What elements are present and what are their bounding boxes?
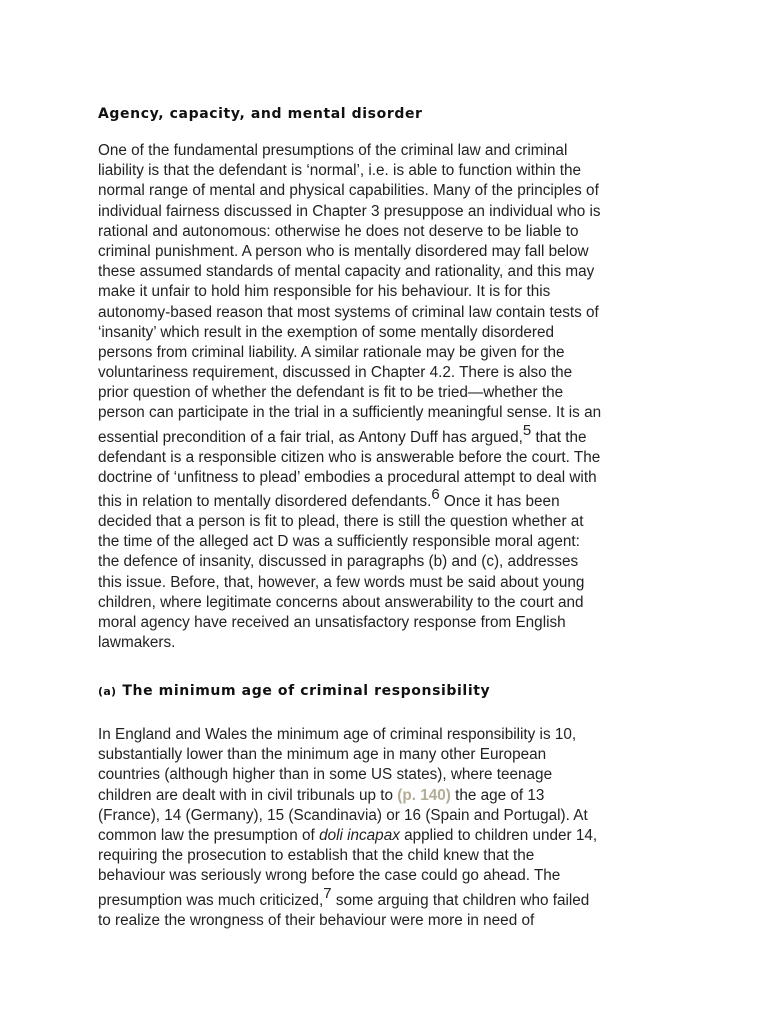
text-line: defendant is a responsible citizen who is answerable before the court. The [98, 448, 601, 466]
text-segment: that the [531, 428, 587, 446]
text-line: the defence of insanity, discussed in paragraphs (b) and (c), addresses [98, 553, 579, 571]
text-line: these assumed standards of mental capacity and rationality, and this may [98, 263, 595, 281]
text-line: normal range of mental and physical capabilities. Many of the principles of [98, 182, 599, 200]
text-line: this issue. Before, that, however, a few words must be said about young [98, 573, 585, 591]
text-line: requiring the prosecution to establish that the child knew that the [98, 847, 535, 865]
text-line: liability is that the defendant is ‘normal’, i.e. is able to function within the [98, 162, 581, 180]
text-line-with-footnote [98, 488, 678, 512]
text-segment: common law the presumption of [98, 826, 320, 844]
text-segment: presumption was much criticized, [98, 891, 324, 909]
text-line-with-italic [98, 826, 678, 846]
paragraph-minimum-age [98, 725, 678, 931]
text-line: criminal punishment. A person who is mentally disordered may fall below [98, 242, 589, 260]
subsection-marker: (a) [98, 685, 117, 698]
text-segment: children are dealt with in civil tribunals up to [98, 786, 398, 804]
text-segment: the age of 13 [450, 786, 545, 804]
text-line: doctrine of ‘unfitness to plead’ embodies a procedural attempt to deal with [98, 468, 597, 486]
text-line: substantially lower than the minimum age in many other European [98, 746, 547, 764]
text-line: voluntariness requirement, discussed in Chapter 4.2. There is also the [98, 364, 573, 382]
text-line: person can participate in the trial in a sufficiently meaningful sense. It is an [98, 404, 602, 422]
text-line: prior question of whether the defendant is fit to be tried—whether the [98, 384, 564, 402]
paragraph-agency-capacity [98, 141, 678, 653]
text-line: moral agency have received an unsatisfactory response from English [98, 613, 566, 631]
text-segment: this in relation to mentally disordered defendants. [98, 493, 432, 510]
subsection-title: The minimum age of criminal responsibility [122, 683, 491, 699]
text-line: One of the fundamental presumptions of the criminal law and criminal [98, 142, 568, 159]
text-line-with-footnote [98, 421, 678, 448]
text-segment: Once it has been [439, 493, 560, 510]
footnote-marker-6[interactable]: 6 [431, 486, 440, 503]
text-line: individual fairness discussed in Chapter 3 presuppose an individual who is [98, 202, 601, 220]
text-line: make it unfair to hold him responsible for his behaviour. It is for this [98, 283, 551, 301]
text-line: rational and autonomous: otherwise he does not deserve to be liable to [98, 222, 579, 240]
text-line: to realize the wrongness of their behaviour were more in need of [98, 911, 535, 929]
text-segment: essential precondition of a fair trial, as Antony Duff has argued, [98, 428, 523, 446]
text-line: behaviour was seriously wrong before the case could go ahead. The [98, 867, 561, 885]
footnote-marker-7[interactable]: 7 [323, 884, 332, 902]
text-line: (France), 14 (Germany), 15 (Scandinavia) or 16 (Spain and Portugal). At [98, 806, 588, 824]
text-line: decided that a person is fit to plead, there is still the question whether at [98, 513, 584, 530]
text-line: children, where legitimate concerns about answerability to the court and [98, 593, 584, 611]
text-segment: applied to children under 14, [399, 826, 598, 844]
text-line: countries (although higher than in some US states), where teenage [98, 766, 553, 784]
text-line: autonomy-based reason that most systems of criminal law contain tests of [98, 303, 599, 321]
page-reference-link[interactable]: (p. 140) [397, 786, 451, 804]
italic-term: doli incapax [319, 826, 400, 844]
text-line-with-footnote [98, 884, 678, 911]
text-line: ‘insanity’ which result in the exemption of some mentally disordered [98, 323, 555, 341]
text-line: lawmakers. [98, 634, 176, 652]
text-line-with-page-ref [98, 786, 678, 806]
section-heading: Agency, capacity, and mental disorder [98, 106, 423, 122]
text-line: In England and Wales the minimum age of criminal responsibility is 10, [98, 726, 577, 743]
subsection-heading [98, 682, 490, 700]
text-line: persons from criminal liability. A similar rationale may be given for the [98, 343, 565, 361]
footnote-marker-5[interactable]: 5 [522, 421, 532, 439]
text-line: the time of the alleged act D was a sufficiently responsible moral agent: [98, 533, 580, 551]
text-segment: some arguing that children who failed [331, 891, 590, 909]
